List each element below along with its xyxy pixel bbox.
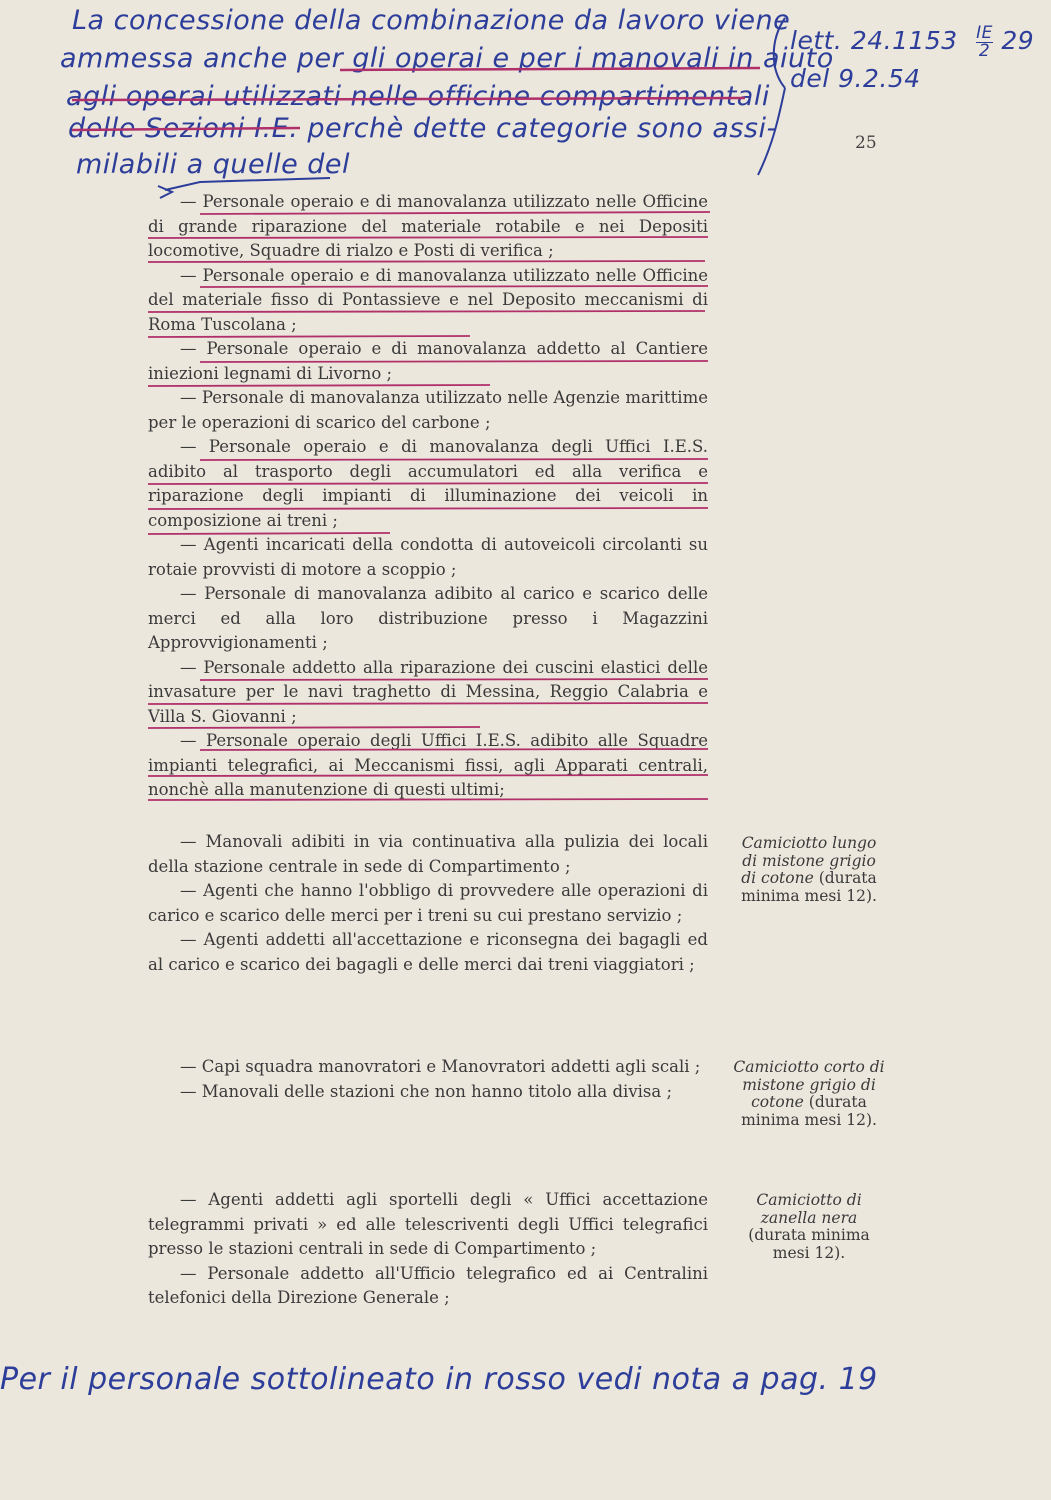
group-1-items xyxy=(148,830,708,977)
list-item: — Personale di manovalanza utilizzato nelle Agenzie marittime per le operazioni di scarico del carbone ; xyxy=(148,388,708,432)
list-item: — Agenti addetti agli sportelli degli « Uffici accettazione telegrammi privati » ed alle telescriventi degli Uffici telegrafici presso le stazioni centrali in sede di Compartimento ; xyxy=(148,1190,708,1258)
list-item: — Capi squadra manovratori e Manovratori addetti agli scali ; xyxy=(180,1057,701,1076)
list-item: — Personale operaio e di manovalanza addetto al Cantiere iniezioni legnami di Livorno ; xyxy=(148,339,708,383)
fraction-bottom: 2 xyxy=(978,40,991,61)
list-item: — Personale operaio e di manovalanza utilizzato nelle Officine di grande riparazione del materiale rotabile e nei Depositi locomotive, Squadre di rialzo e Posti di verifica ; xyxy=(148,192,708,260)
handwritten-line: agli operai utilizzati nelle officine compartimentali xyxy=(66,81,770,112)
handwritten-line: La concessione della combinazione da lavoro viene xyxy=(72,5,791,36)
list-item: — Personale operaio e di manovalanza degli Uffici I.E.S. adibito al trasporto degli accumulatori ed alla verifica e riparazione degli impianti di illuminazione dei veicoli in composizione ai treni ; xyxy=(148,437,708,530)
clothing-item: Camiciotto corto di mistone grigio di cotone xyxy=(733,1058,885,1111)
group-2-clothing-note xyxy=(733,1059,885,1129)
group-3-clothing-note xyxy=(733,1192,885,1262)
handwritten-line: milabili a quelle del xyxy=(76,149,351,180)
reference-line xyxy=(790,22,1034,60)
list-item: — Personale di manovalanza adibito al carico e scarico delle merci ed alla loro distribuzione presso i Magazzini Approvvigionamenti ; xyxy=(148,584,708,652)
clothing-duration: (durata minima mesi 12). xyxy=(741,869,877,905)
clothing-duration: (durata minima mesi 12). xyxy=(741,1093,877,1129)
list-item: — Manovali adibiti in via continuativa alla pulizia dei locali della stazione centrale in sede di Compartimento ; xyxy=(148,832,708,876)
list-item: — Personale addetto alla riparazione dei cuscini elastici delle invasature per le navi traghetto di Messina, Reggio Calabria e Villa S. Giovanni ; xyxy=(148,657,708,726)
reference-fraction xyxy=(976,22,993,61)
page-number: 25 xyxy=(855,133,877,153)
clothing-item: Camiciotto lungo di mistone grigio di cotone xyxy=(741,834,877,887)
list-item: — Personale operaio e di manovalanza utilizzato nelle Officine del materiale fisso di Pontassieve e nel Deposito meccanismi di Roma Tuscolana ; xyxy=(148,265,708,334)
handwritten-note-bottom: Per il personale sottolineato in rosso vedi nota a pag. 19 xyxy=(0,1362,878,1397)
list-item: — Personale addetto all'Ufficio telegrafico ed ai Centralini telefonici della Direzione Generale ; xyxy=(148,1263,708,1307)
list-item: — Agenti addetti all'accettazione e riconsegna dei bagagli ed al carico e scarico dei bagagli e delle merci dai treni viaggiatori ; xyxy=(148,930,708,974)
list-item: — Agenti che hanno l'obbligo di provvedere alle operazioni di carico e scarico delle merci per i treni su cui prestano servizio ; xyxy=(148,881,708,925)
clothing-duration: (durata minima mesi 12). xyxy=(748,1226,870,1262)
list-item: — Agenti incaricati della condotta di autoveicoli circolanti su rotaie provvisti di motore a scoppio ; xyxy=(148,535,708,579)
group-2-items xyxy=(148,1055,708,1104)
group-3-items xyxy=(148,1188,708,1311)
fraction-suffix: 29 xyxy=(1001,26,1035,55)
handwritten-line: ammessa anche per gli operai e per i manovali in aiuto xyxy=(60,43,834,74)
reference-date: del 9.2.54 xyxy=(790,64,921,93)
list-item: — Manovali delle stazioni che non hanno titolo alla divisa ; xyxy=(180,1081,673,1101)
personnel-list xyxy=(148,190,708,803)
reference-letter-number: lett. 24.1153 xyxy=(790,26,958,55)
list-item: — Personale operaio degli Uffici I.E.S. adibito alle Squadre impianti telegrafici, ai Meccanismi fissi, agli Apparati centrali, nonchè alla manutenzione di questi ultimi; xyxy=(148,731,708,799)
group-1-clothing-note xyxy=(733,835,885,905)
handwritten-line: delle Sezioni I.E. perchè dette categorie sono assi- xyxy=(68,113,777,144)
fraction-top: IE xyxy=(976,22,993,43)
clothing-item: Camiciotto di zanella nera xyxy=(756,1191,862,1227)
